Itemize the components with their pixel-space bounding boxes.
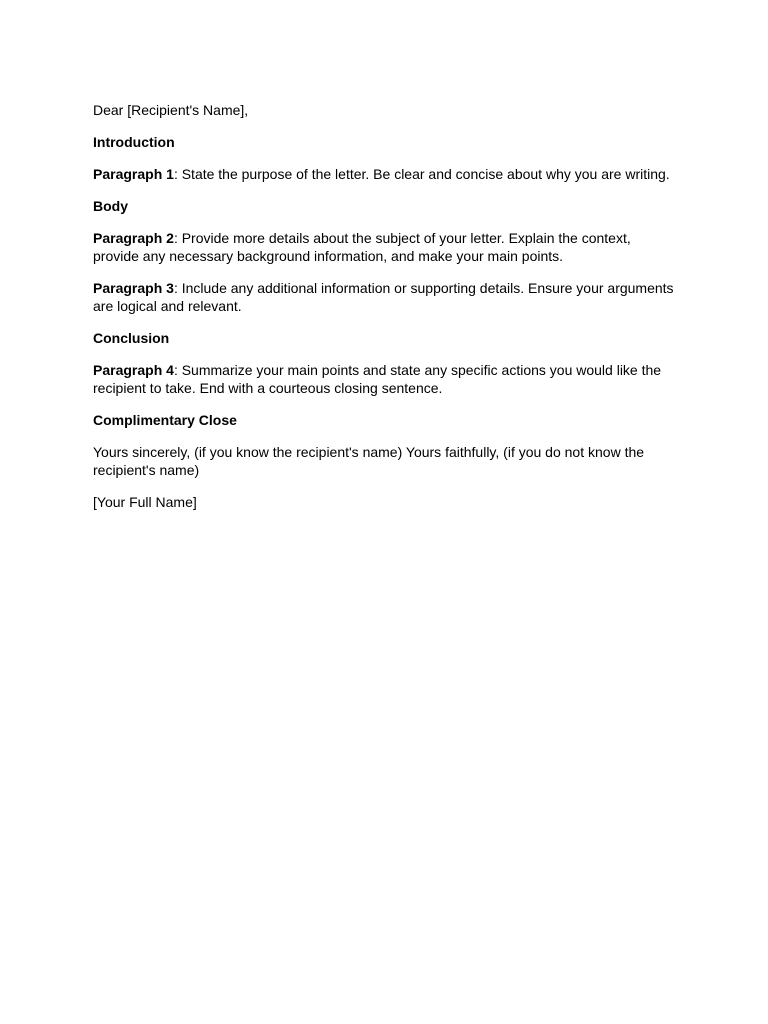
body-heading: Body <box>93 198 128 214</box>
closing-options: Yours sincerely, (if you know the recipient's name) Yours faithfully, (if you do not know the recipient's name) <box>93 444 645 478</box>
complimentary-close-heading: Complimentary Close <box>93 412 237 428</box>
paragraph-2-label: Paragraph 2 <box>93 230 174 246</box>
signature-placeholder: [Your Full Name] <box>93 494 197 510</box>
paragraph-3-label: Paragraph 3 <box>93 280 174 296</box>
paragraph-2-text: : Provide more details about the subject of your letter. Explain the context, provide any necessary background information, and make your main points. <box>93 230 631 264</box>
introduction-heading: Introduction <box>93 134 175 150</box>
paragraph-4-text: : Summarize your main points and state any specific actions you would like the recipient to take. End with a courteous closing sentence. <box>93 362 662 396</box>
salutation: Dear [Recipient's Name], <box>93 102 249 118</box>
conclusion-heading: Conclusion <box>93 330 170 346</box>
paragraph-2 <box>93 229 678 265</box>
paragraph-4 <box>93 361 678 397</box>
paragraph-3-text: : Include any additional information or supporting details. Ensure your arguments are logical and relevant. <box>93 280 674 314</box>
paragraph-1-text: : State the purpose of the letter. Be clear and concise about why you are writing. <box>173 166 670 182</box>
paragraph-3 <box>93 279 678 315</box>
letter-template <box>93 101 678 525</box>
paragraph-1 <box>93 165 678 183</box>
paragraph-4-label: Paragraph 4 <box>93 362 174 378</box>
paragraph-1-label: Paragraph 1 <box>93 166 174 182</box>
